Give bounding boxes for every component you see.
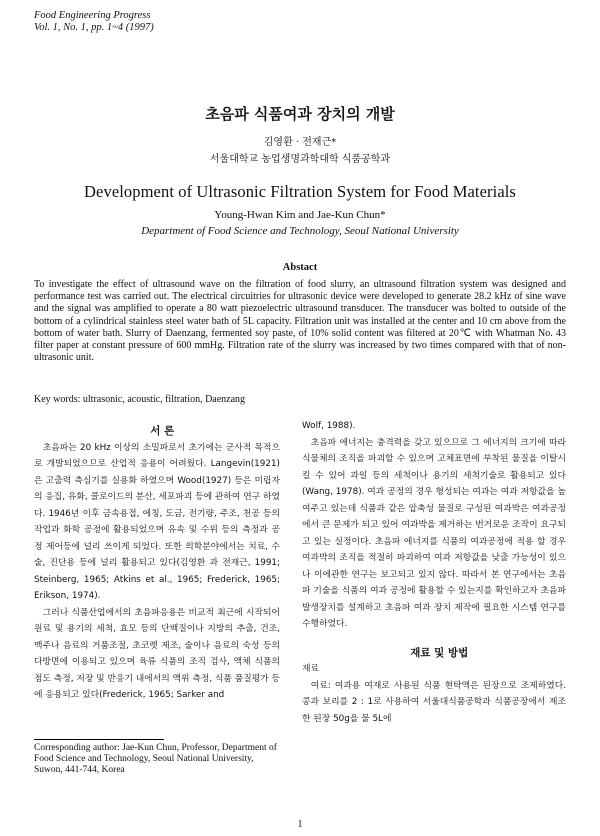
journal-header [34, 10, 154, 34]
affiliation-english: Department of Food Science and Technology, Seoul National University [141, 225, 459, 237]
page-number: 1 [297, 819, 303, 830]
abstract-text: To investigate the effect of ultrasound wave on the filtration of food slurry, an ultrasound filtration system was designed and performance test was carried out. The electrical circuitries for ultrasonic device were developed to generate 28.2 kHz of sine wave and the signal was amplified to operate a 80 watt piezoelectric ultrasound transducer. The transducer was bolted to outside of the bottom of a cylindrical stainless steel water bath of 5L capacity. Filtration unit was installed at the center and 10 cm above from the bottom of water bath. Slurry of Daenzang, fermented soy paste, of 10% solid content was filtered at 20℃ with Whatman No. 43 filter paper at constant pressure of 600 mmHg. Filtration rate of the slurry was increased by two times compared with that of non-ultrasonic unit. [34, 279, 566, 364]
paragraph: 그러나 식품산업에서의 초음파응용은 비교적 최근에 시작되어 원료 및 용기의 세척, 효모 등의 단백질이나 지방의 추출, 건조, 맥주나 음료의 거품조절, 초코렛 제조, 술이나 음료의 숙성 등의 다방면에 이용되고 있으며 육류 식품의 조직 검사, 액체 식품의 점도 측정, 저장 및 반응기 내에서의 액위 측정, 식품 품질평가 등에 응용되고 있다(Frederick, 1965; Sarker and [34, 607, 281, 700]
title-english: Development of Ultrasonic Filtration System for Food Materials [84, 182, 516, 201]
section-heading-methods: 재료 및 방법 [410, 646, 469, 659]
journal-citation: Vol. 1, No. 1, pp. 1~4 (1997) [34, 22, 154, 33]
section-heading-introduction: 서 론 [150, 425, 175, 437]
journal-name: Food Engineering Progress [34, 10, 151, 21]
footnote-corresponding-author: Corresponding author: Jae-Kun Chun, Professor, Department of Food Science and Technology, Seoul National University, Suwon, 441-744, Korea [34, 743, 277, 775]
keywords: Key words: ultrasonic, acoustic, filtration, Daenzang [34, 394, 246, 405]
subheading-materials: 재료 [302, 664, 319, 674]
abstract-heading: Abstact [282, 262, 318, 273]
left-column [34, 423, 280, 704]
paragraph: Wolf, 1988). [302, 421, 356, 431]
paragraph: 초음파는 20 kHz 이상의 소밀파로서 초기에는 군사적 목적으로 개발되었으므로 산업적 응용이 어려웠다. Langevin(1921)은 고출력 측심기를 실용화 하였으며 Wood(1927) 등은 미립자의 응집, 유화, 콜로이드의 분산, 세포파괴 등에 관하여 연구 하였다. 1946년 이후 금속용접, 에칭, 도금, 전기량, 주조, 천공 등의 작업과 화학 공정에 활용되었으며 유속 및 수위 등의 측정과 공정 제어등에 널리 쓰이게 되었다. 또한 의학분야에서는 치료, 수술, 진단용 등에 널리 활용되고 있다(김영환 과 전재근, 1991; Steinberg, 1965; Atkins et al., 1965; Frederick, 1965; Erikson, 1974). [34, 442, 281, 601]
title-korean: 초음파 식품여과 장치의 개발 [205, 105, 395, 123]
footnote-divider [34, 739, 164, 740]
right-column [302, 418, 566, 727]
authors-english: Young-Hwan Kim and Jae-Kun Chun* [214, 209, 386, 221]
authors-korean: 김영환 · 전재근* [263, 137, 337, 148]
affiliation-korean: 서울대학교 농업생명과학대학 식품공학과 [209, 154, 391, 165]
paragraph: 초음파 에너지는 충격력을 갖고 있으므로 그 에너지의 크기에 따라 식물체의 조직을 파괴할 수 있으며 고체표면에 부착된 물질을 이탈시킬 수 있어 과일 등의 세척이나 용기의 세척기술로 활용되고 있다(Wang, 1978). 여과 공정의 경우 형성되는 여과는 여과 저항값을 높여주고 있는데 식품과 같은 압축성 물질로 구성된 여과박은 여과공정에서 큰 문제가 되고 있어 여과박을 제거하는 번거로운 조작이 요구되고 있는 실정이다. 초음파 에너지를 식품의 여과공정에 적용 할 경우 여과박의 조직을 적절히 파괴하여 여과 저항값을 낮출 가능성이 있으나 이에관한 연구는 보고되고 있지 않다. 따라서 본 연구에서는 초음파 기술을 식품의 여과 공정에 활용할 수 있는지를 확인하고자 초음파 발생장치를 설계하고 초음파 여과 장치 제작에 필요한 시스템 연구를 수행하였다. [302, 437, 566, 629]
paragraph: 여료: 여과용 여재로 사용된 식품 현탁액은 된장으로 조제하였다. 콩과 보리를 2 : 1로 사용하여 서울대식품공학과 식품공장에서 제조한 된장 50g을 물 5L에 [302, 680, 566, 724]
